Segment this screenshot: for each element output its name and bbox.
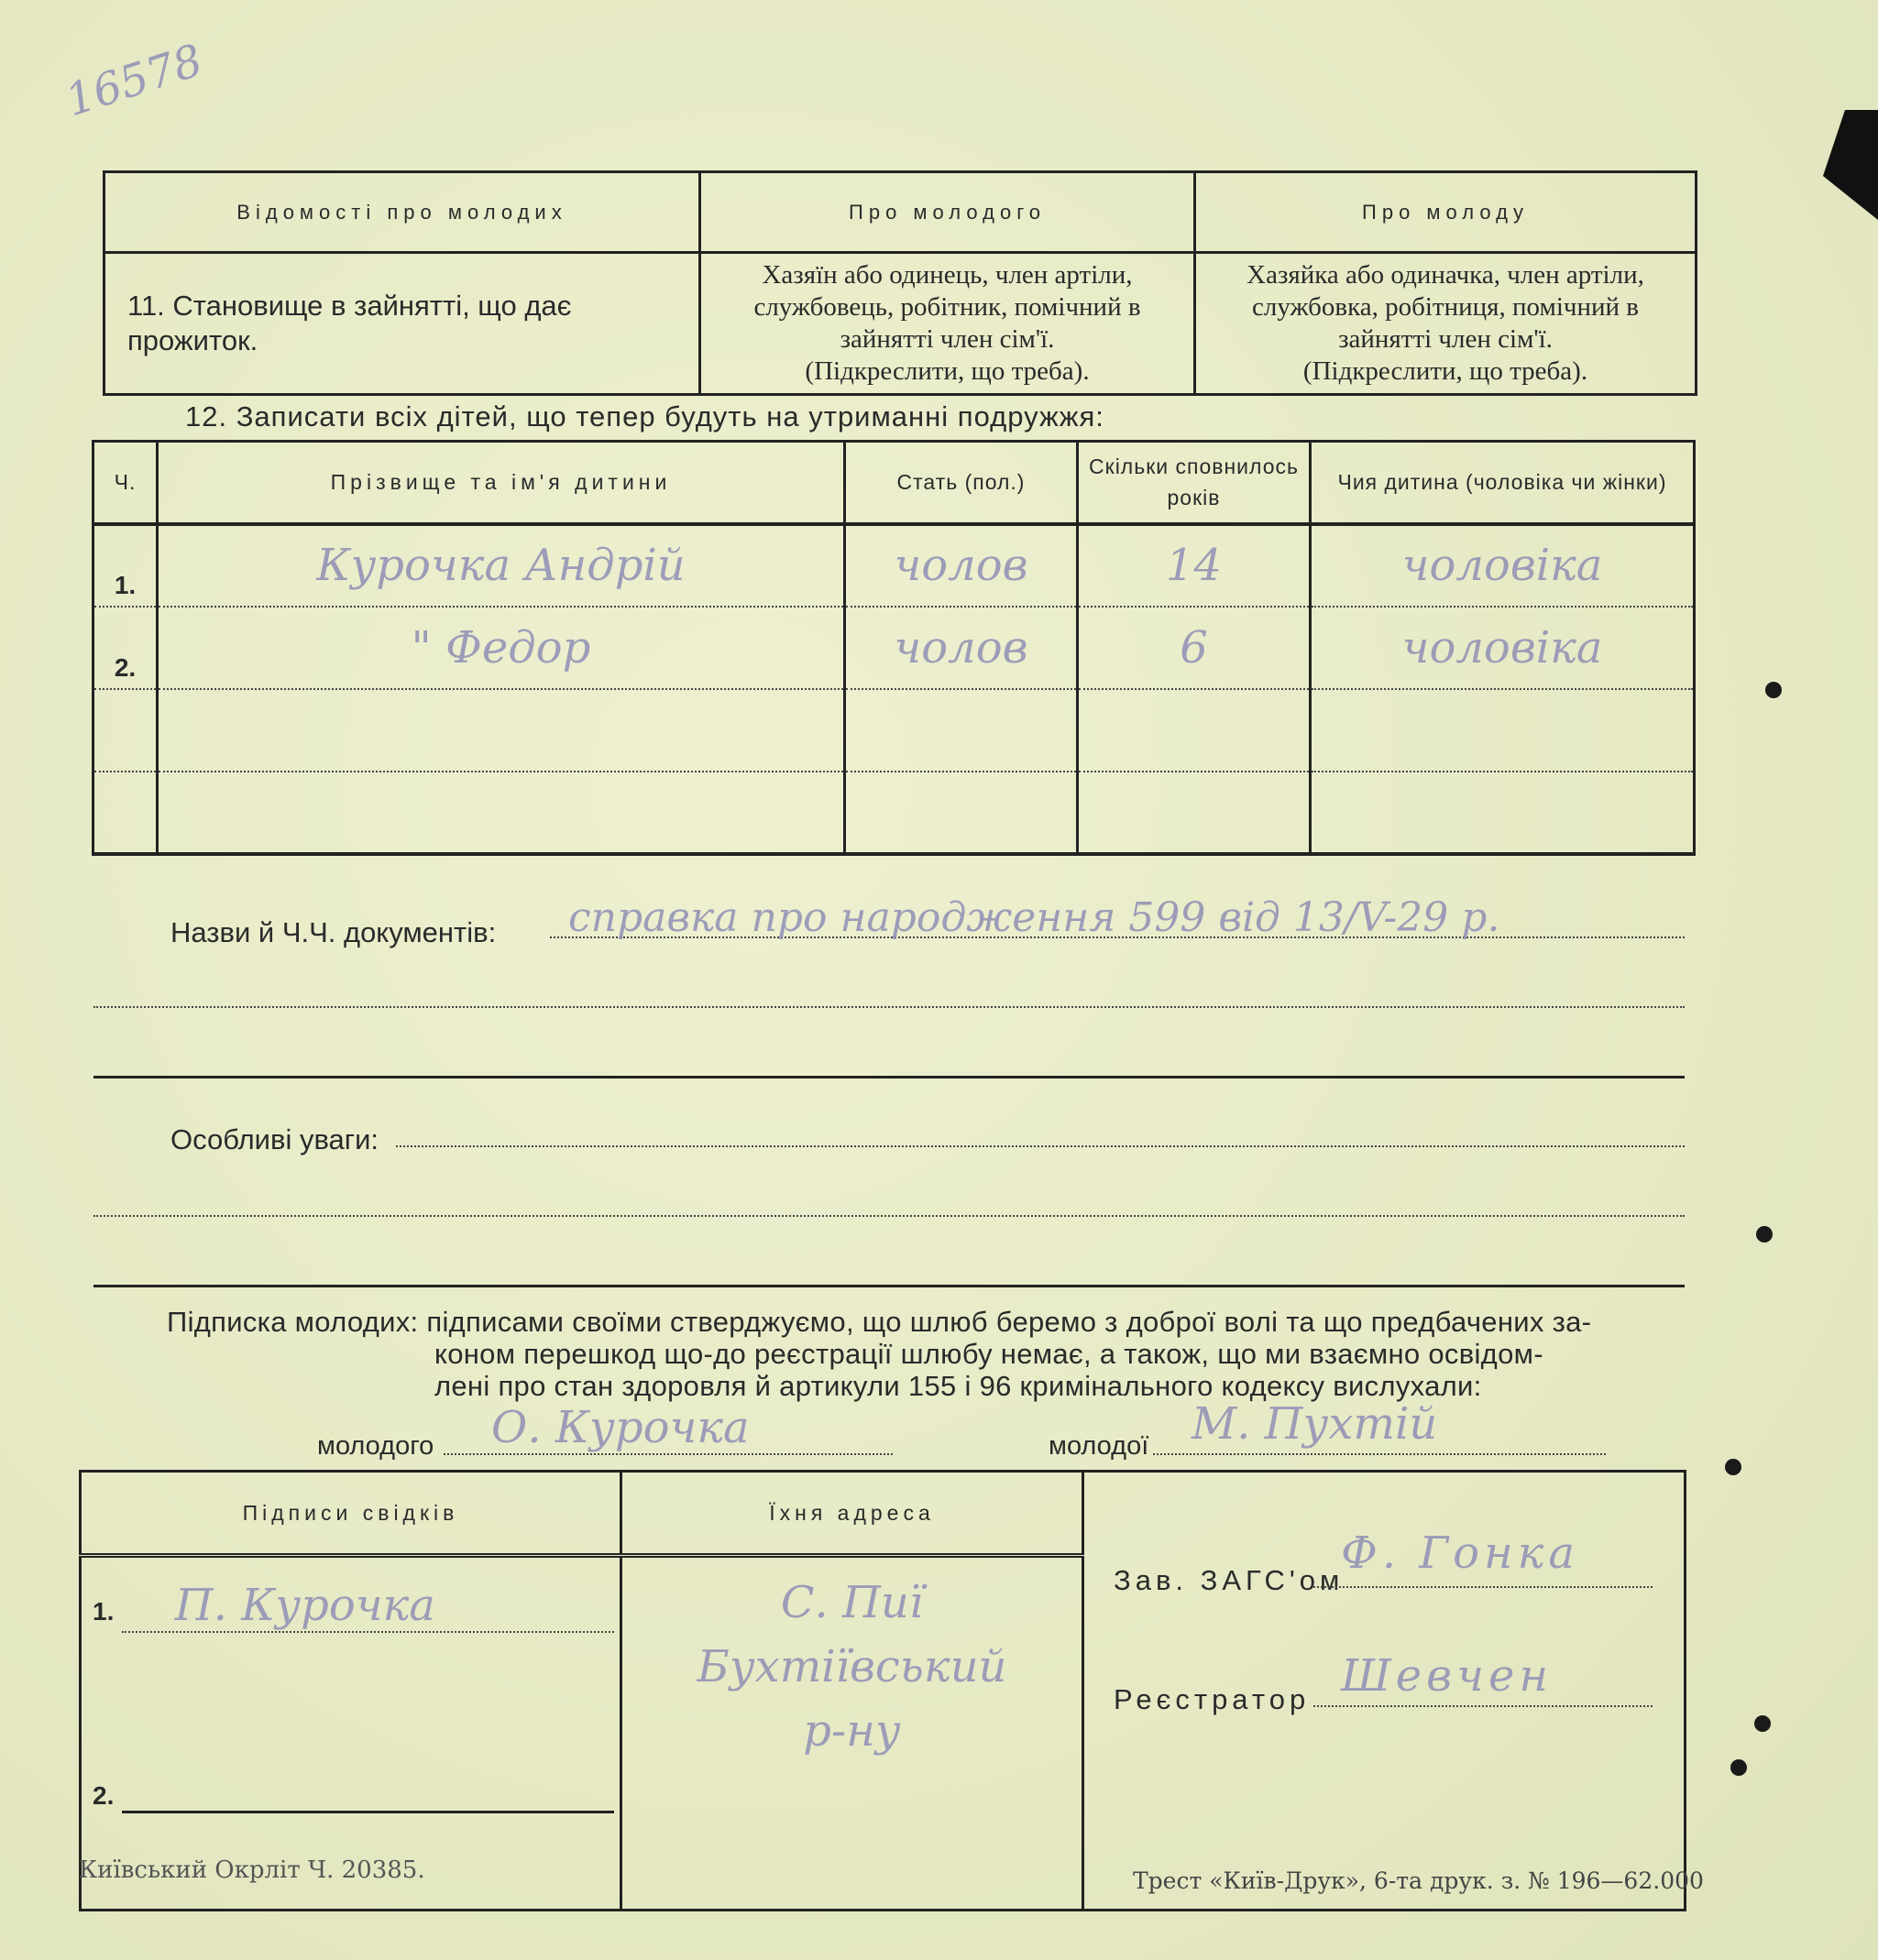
child-whose-hw: чоловіка (1401, 540, 1603, 591)
header-info: Відомості про молодих (104, 172, 700, 253)
groom-occupation-text: Хазяїн або одинець, член артіли, службовець, робітник, помічний в зайнятті член сім'ї. (753, 260, 1141, 354)
binding-hole (1754, 1715, 1771, 1732)
binding-hole (1725, 1459, 1741, 1475)
binding-hole (1730, 1759, 1747, 1776)
child-num: 2. (93, 607, 158, 689)
pledge-line-1: Підписка молодих: підписами своїми стверджуємо, що шлюб беремо з доброї волі та що предбачених за- (167, 1306, 1592, 1338)
groom-signature: О. Курочка (491, 1402, 750, 1453)
registry-office-panel (1083, 1472, 1686, 1911)
child-sex (845, 524, 1078, 607)
witness-signature-cell (81, 1763, 621, 1910)
child-name (158, 524, 845, 607)
documents-value: справка про народження 599 від 13/V-29 р. (568, 894, 1500, 941)
col-age: Скільки сповнилось років (1078, 442, 1311, 524)
child-age (1078, 772, 1311, 854)
witness-table (79, 1470, 1686, 1911)
binding-hole (1765, 682, 1782, 698)
child-whose (1311, 689, 1695, 772)
child-whose (1311, 524, 1695, 607)
documents-label: Назви й Ч.Ч. документів: (170, 916, 497, 948)
q11-label: 11. Становище в зайнятті, що дає прожиток. (104, 253, 700, 395)
col-witness-sig: Підписи свідків (81, 1472, 621, 1556)
child-num (93, 689, 158, 772)
witness-address: С. Пиї Бухтіївський р-ну (697, 1577, 1007, 1757)
bride-occupation-text: Хазяйка або одиначка, член артіли, службовка, робітниця, помічний в зайнятті член сім'ї. (1247, 260, 1644, 354)
child-num (93, 772, 158, 854)
registrar-line (1313, 1705, 1653, 1707)
child-age (1078, 607, 1311, 689)
child-age-hw: 6 (1180, 621, 1208, 673)
child-name (158, 772, 845, 854)
witness-signature: П. Курочка (174, 1580, 435, 1631)
zags-line (1313, 1586, 1653, 1588)
header-groom: Про молодого (700, 172, 1195, 253)
witness-address-cell (621, 1556, 1083, 1764)
child-name-hw: " Федор (411, 621, 591, 673)
spouse-info-table (103, 170, 1697, 396)
child-name (158, 607, 845, 689)
bride-signature-line (1153, 1453, 1606, 1455)
torn-corner (1823, 110, 1878, 220)
witness-line (122, 1631, 614, 1633)
child-whose-hw: чоловіка (1401, 621, 1603, 673)
child-sex (845, 689, 1078, 772)
documents-line-2 (93, 1006, 1685, 1008)
child-name-hw: Курочка Андрій (316, 540, 686, 591)
header-bride: Про молоду (1195, 172, 1697, 253)
witness-num: 2. (93, 1781, 115, 1810)
witness-line (122, 1811, 614, 1813)
remarks-separator (93, 1285, 1685, 1287)
child-age (1078, 524, 1311, 607)
groom-signature-line (444, 1453, 893, 1455)
bride-signature: М. Пухтій (1192, 1398, 1438, 1450)
child-row (93, 772, 1695, 854)
remarks-line (396, 1145, 1685, 1147)
registrar-signature: Шевчен (1341, 1650, 1553, 1702)
child-sex (845, 607, 1078, 689)
child-sex-hw: чолов (894, 540, 1028, 591)
remarks-line-2 (93, 1215, 1685, 1217)
child-age (1078, 689, 1311, 772)
child-row (93, 524, 1695, 607)
witness-num: 1. (93, 1597, 115, 1626)
col-name: Прізвище та ім'я дитини (158, 442, 845, 524)
child-whose (1311, 607, 1695, 689)
pledge-text (167, 1306, 1688, 1402)
child-name (158, 689, 845, 772)
child-sex-hw: чолов (894, 621, 1028, 673)
child-num: 1. (93, 524, 158, 607)
q12-label: 12. Записати всіх дітей, що тепер будуть на утриманні подружжя: (185, 400, 1104, 433)
col-witness-address: Їхня адреса (621, 1472, 1083, 1556)
groom-signature-label: молодого (317, 1431, 434, 1461)
pledge-line-2: коном перешкод що-до реєстрації шлюбу немає, а також, що ми взаємно освідом- (434, 1338, 1543, 1370)
child-sex (845, 772, 1078, 854)
zags-label: Зав. ЗАГС'ом (1114, 1564, 1345, 1596)
pledge-line-3: лені про стан здоровля й артикули 155 і 96 кримінального кодексу вислухали: (434, 1370, 1482, 1402)
zags-signature: Ф. Гонка (1341, 1527, 1579, 1579)
groom-occupation-note: (Підкреслити, що треба). (805, 356, 1090, 386)
children-table (92, 440, 1696, 856)
documents-separator (93, 1076, 1685, 1079)
binding-hole (1756, 1226, 1773, 1243)
witness-signature-cell (81, 1556, 621, 1764)
bride-occupation (1195, 253, 1697, 395)
col-num: Ч. (93, 442, 158, 524)
registrar-label: Реєстратор (1114, 1683, 1311, 1715)
printer-note-left: Київський Окрліт Ч. 20385. (79, 1856, 425, 1884)
child-age-hw: 14 (1165, 540, 1223, 591)
bride-signature-label: молодої (1049, 1431, 1149, 1461)
child-row (93, 689, 1695, 772)
corner-pencil-note: 16578 (60, 34, 209, 127)
groom-occupation (700, 253, 1195, 395)
remarks-label: Особливі уваги: (170, 1123, 379, 1155)
col-sex: Стать (пол.) (845, 442, 1078, 524)
child-whose (1311, 772, 1695, 854)
witness-address-cell (621, 1763, 1083, 1910)
printer-note-right: Трест «Київ-Друк», 6-та друк. з. № 196—62.000 (1133, 1867, 1704, 1894)
bride-occupation-note: (Підкреслити, що треба). (1302, 356, 1588, 386)
col-whose: Чия дитина (чоловіка чи жінки) (1311, 442, 1695, 524)
child-row (93, 607, 1695, 689)
